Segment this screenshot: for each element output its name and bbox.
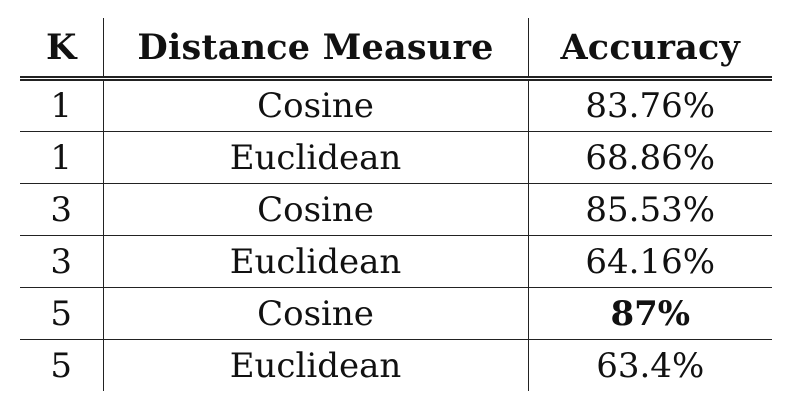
cell-accuracy: 68.86%: [528, 132, 772, 184]
header-accuracy: Accuracy: [528, 18, 772, 79]
table-row: [20, 132, 772, 184]
cell-accuracy: 83.76%: [528, 79, 772, 132]
cell-distance: Euclidean: [103, 236, 528, 288]
header-k: K: [45, 26, 77, 68]
cell-k: 5: [20, 288, 103, 340]
header-distance-measure: Distance Measure: [103, 18, 528, 79]
table-row: [20, 79, 772, 132]
table-body: [20, 79, 772, 392]
cell-distance: Cosine: [103, 79, 528, 132]
cell-distance: Euclidean: [103, 340, 528, 392]
header-row: [20, 18, 772, 79]
cell-k: 3: [20, 236, 103, 288]
table-header: [20, 18, 772, 79]
table-row: [20, 340, 772, 392]
cell-accuracy: 85.53%: [528, 184, 772, 236]
cell-accuracy: 64.16%: [528, 236, 772, 288]
table-row: [20, 184, 772, 236]
cell-k: 1: [20, 132, 103, 184]
cell-accuracy-best: 87%: [528, 288, 772, 340]
cell-distance: Euclidean: [103, 132, 528, 184]
results-table: [20, 18, 772, 391]
table-row: [20, 288, 772, 340]
cell-k: 5: [20, 340, 103, 392]
table-row: [20, 236, 772, 288]
cell-accuracy: 63.4%: [528, 340, 772, 392]
cell-distance: Cosine: [103, 288, 528, 340]
cell-distance: Cosine: [103, 184, 528, 236]
cell-k: 1: [50, 86, 73, 126]
cell-k: 3: [20, 184, 103, 236]
